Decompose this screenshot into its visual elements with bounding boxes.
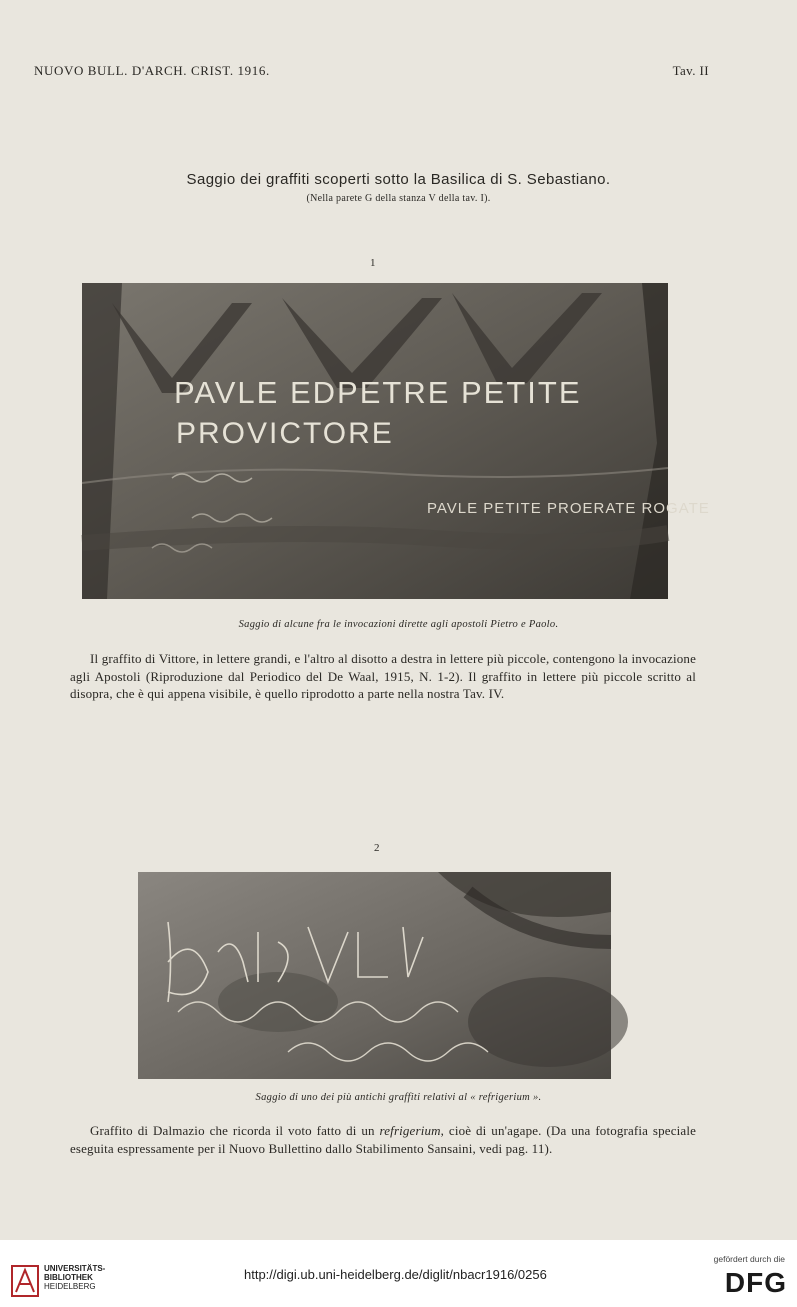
funding-note: gefördert durch die [713, 1254, 785, 1264]
library-name-line-1: UNIVERSITÄTS- [44, 1264, 106, 1273]
figure-2-photo [138, 872, 611, 1079]
figure-1-caption: Saggio di alcune fra le invocazioni dirette agli apostoli Pietro e Paolo. [238, 619, 559, 630]
paragraph-2-emphasis: refrigerium [379, 1123, 441, 1138]
running-header: NUOVO BULL. D'ARCH. CRIST. 1916. [34, 63, 270, 78]
paragraph-2-text-end: , cioè di un'agape. (Da una fotografia speciale eseguita espressamente per il Nuovo Bullettino dallo Stabilimento Sansaini, vedi pag. 11). [70, 1123, 696, 1156]
library-name-line-3: HEIDELBERG [44, 1282, 96, 1291]
library-logo-icon [10, 1262, 40, 1298]
library-name [44, 1264, 105, 1291]
permalink[interactable]: http://digi.ub.uni-heidelberg.de/diglit/nbacr1916/0256 [244, 1267, 547, 1282]
library-name-line-2: BIBLIOTHEK [44, 1273, 93, 1282]
dfg-logo: DFG [724, 1267, 787, 1298]
figure-2-caption: Saggio di uno dei più antichi graffiti relativi al « refrigerium ». [255, 1092, 542, 1103]
figure-1-number: 1 [370, 257, 376, 269]
graffito-line-3: PAVLE PETITE PROERATE ROGATE [427, 500, 710, 517]
graffito-line-2: PROVICTORE [176, 417, 394, 450]
page-subtitle: (Nella parete G della stanza V della tav. I). [306, 193, 491, 204]
graffito-line-1: PAVLE EDPETRE PETITE [174, 375, 582, 410]
paragraph-2-text-start: Graffito di Dalmazio che ricorda il voto fatto di un [90, 1123, 380, 1138]
plate-number: Tav. II [672, 63, 709, 78]
figure-2-number: 2 [374, 842, 380, 854]
page-title: Saggio dei graffiti scoperti sotto la Basilica di S. Sebastiano. [186, 171, 611, 188]
paragraph-2 [70, 1122, 696, 1157]
paragraph-1: Il graffito di Vittore, in lettere grandi, e l'altro al disotto a destra in lettere più piccole, contengono la invocazione agli Apostoli (Riproduzione dal Periodico del De Waal, 1915, N. 1-2). Il graffito in lettere più piccole scritto al disopra, che è qui appena visibile, è quello riprodotto a parte nella nostra Tav. IV. [70, 651, 696, 702]
figure-1-photo [82, 283, 710, 599]
viewer-footer [0, 1240, 797, 1307]
